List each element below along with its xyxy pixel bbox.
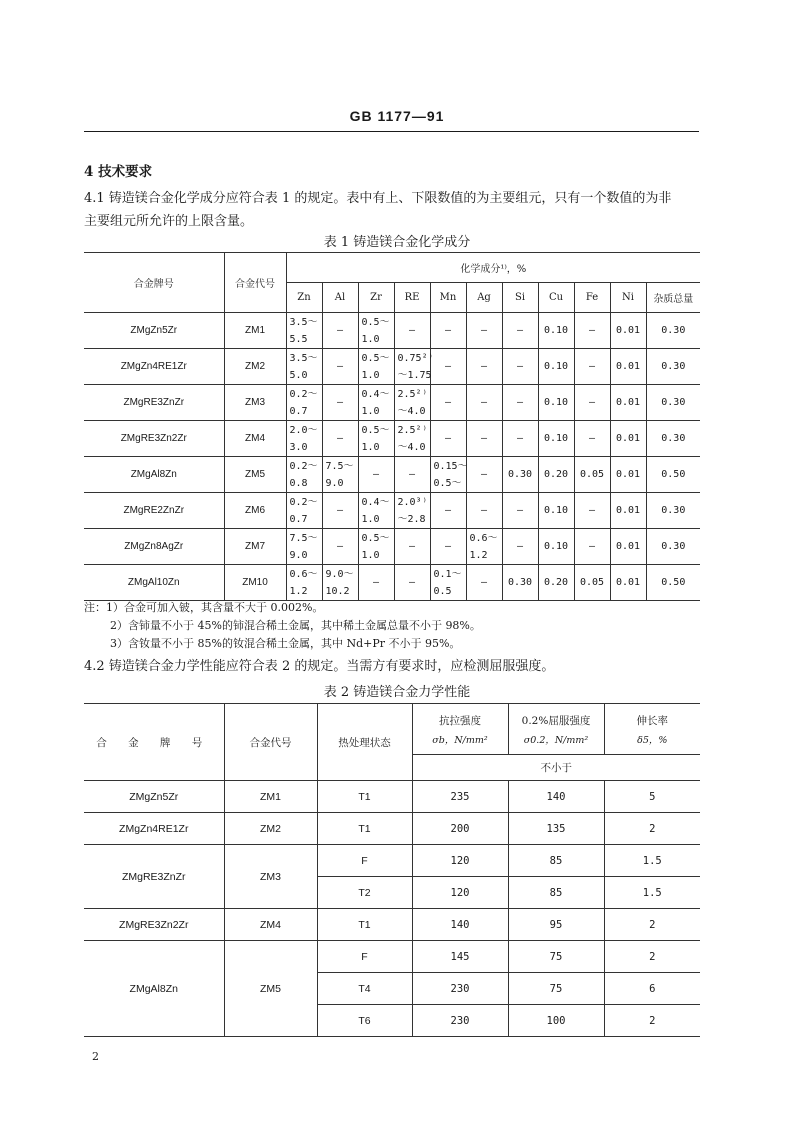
range-lower: 2.0³⁾ xyxy=(397,496,428,508)
composition-range xyxy=(430,565,466,601)
table-row xyxy=(84,781,700,813)
range-upper: 0.5～ xyxy=(433,477,462,489)
composition-range xyxy=(358,385,394,421)
composition-value: 0.30 xyxy=(502,565,538,601)
heat-treatment: T1 xyxy=(317,813,412,845)
composition-value: — xyxy=(502,421,538,457)
tensile-strength: 230 xyxy=(412,973,508,1005)
composition-value: — xyxy=(466,565,502,601)
table-row xyxy=(84,813,700,845)
alloy-code: ZM6 xyxy=(224,493,286,529)
range-upper: ～4.0 xyxy=(397,405,426,417)
composition-value: — xyxy=(358,457,394,493)
paragraph-line: 主要组元所允许的上限含量。 xyxy=(84,214,254,229)
composition-range xyxy=(358,493,394,529)
composition-value: — xyxy=(466,385,502,421)
range-lower: 7.5～ xyxy=(325,460,354,472)
alloy-code: ZM2 xyxy=(224,349,286,385)
composition-value: 0.30 xyxy=(646,385,700,421)
header-grade-label: 合 金 牌 号 xyxy=(96,736,212,749)
yield-strength: 95 xyxy=(508,909,604,941)
yield-strength: 140 xyxy=(508,781,604,813)
alloy-grade: ZMgZn5Zr xyxy=(84,313,224,349)
range-upper: 0.8 xyxy=(289,477,308,489)
composition-value: 0.01 xyxy=(610,493,646,529)
alloy-code: ZM1 xyxy=(224,313,286,349)
composition-value: 0.01 xyxy=(610,421,646,457)
elongation: 2 xyxy=(604,941,700,973)
range-lower: 0.4～ xyxy=(361,496,390,508)
table-row xyxy=(84,313,700,349)
composition-value: — xyxy=(322,313,358,349)
header-element: Si xyxy=(502,283,538,313)
range-upper: 1.0 xyxy=(361,513,380,525)
composition-value: — xyxy=(574,349,610,385)
chemical-composition-table xyxy=(84,252,700,601)
table-row xyxy=(84,457,700,493)
note-1: 注：1）合金可加入铍，其含量不大于 0.002%。 xyxy=(84,601,324,614)
composition-value: 0.05 xyxy=(574,565,610,601)
tensile-strength: 235 xyxy=(412,781,508,813)
composition-value: — xyxy=(322,493,358,529)
alloy-grade: ZMgAl8Zn xyxy=(84,457,224,493)
composition-value: 0.01 xyxy=(610,457,646,493)
range-upper: 9.0 xyxy=(325,477,344,489)
range-lower: 0.5～ xyxy=(361,316,390,328)
header-element: RE xyxy=(394,283,430,313)
composition-range xyxy=(286,565,322,601)
alloy-code: ZM3 xyxy=(224,845,317,909)
header-elong-label: 伸长率 xyxy=(636,714,668,727)
composition-value: 0.10 xyxy=(538,349,574,385)
alloy-code: ZM3 xyxy=(224,385,286,421)
range-upper: 1.0 xyxy=(361,369,380,381)
composition-range xyxy=(322,457,358,493)
paragraph-4-1 xyxy=(84,187,700,233)
composition-value: — xyxy=(502,313,538,349)
header-elong xyxy=(604,704,700,755)
composition-range xyxy=(394,349,434,385)
yield-strength: 100 xyxy=(508,1005,604,1037)
composition-range xyxy=(322,565,358,601)
composition-range xyxy=(286,349,322,385)
composition-value: — xyxy=(394,313,430,349)
tensile-strength: 230 xyxy=(412,1005,508,1037)
range-lower: 0.2～ xyxy=(289,496,318,508)
note-3: 3）含钕量不小于 85%的钕混合稀土金属，其中 Nd+Pr 不小于 95%。 xyxy=(110,637,461,650)
composition-range xyxy=(358,349,394,385)
composition-value: — xyxy=(430,349,466,385)
yield-strength: 85 xyxy=(508,845,604,877)
alloy-grade: ZMgRE3Zn2Zr xyxy=(84,421,224,457)
range-upper: 1.2 xyxy=(469,549,488,561)
yield-strength: 75 xyxy=(508,941,604,973)
composition-value: 0.10 xyxy=(538,493,574,529)
range-upper: 3.0 xyxy=(289,441,308,453)
composition-value: 0.01 xyxy=(610,565,646,601)
alloy-code: ZM5 xyxy=(224,457,286,493)
yield-strength: 85 xyxy=(508,877,604,909)
composition-value: — xyxy=(322,385,358,421)
range-upper: 1.0 xyxy=(361,405,380,417)
header-yield-label: 0.2%屈服强度 xyxy=(521,714,591,727)
header-yield xyxy=(508,704,604,755)
elongation: 2 xyxy=(604,813,700,845)
table-row xyxy=(84,845,700,877)
composition-value: — xyxy=(322,421,358,457)
composition-range xyxy=(286,529,322,565)
heat-treatment: F xyxy=(317,845,412,877)
composition-value: — xyxy=(502,493,538,529)
composition-value: — xyxy=(574,493,610,529)
paragraph-4-2: 4.2 铸造镁合金力学性能应符合表 2 的规定。当需方有要求时，应检测屈服强度。 xyxy=(84,659,555,674)
composition-value: 0.20 xyxy=(538,457,574,493)
alloy-grade: ZMgZn8AgZr xyxy=(84,529,224,565)
header-element: Fe xyxy=(574,283,610,313)
table-row xyxy=(84,529,700,565)
range-upper: 0.7 xyxy=(289,513,308,525)
table2-caption: 表 2 铸造镁合金力学性能 xyxy=(323,685,471,700)
range-lower: 0.4～ xyxy=(361,388,390,400)
composition-value: — xyxy=(574,313,610,349)
paragraph-line: 4.1 铸造镁合金化学成分应符合表 1 的规定。表中有上、下限数值的为主要组元，只有一个数值的为非 xyxy=(84,191,672,206)
composition-value: — xyxy=(574,385,610,421)
range-lower: 9.0～ xyxy=(325,568,354,580)
table1-notes xyxy=(84,599,481,653)
composition-range xyxy=(286,493,322,529)
header-element: Ni xyxy=(610,283,646,313)
table-row xyxy=(84,909,700,941)
composition-range xyxy=(286,313,322,349)
composition-value: 0.30 xyxy=(646,421,700,457)
composition-value: 0.01 xyxy=(610,349,646,385)
composition-value: — xyxy=(322,529,358,565)
composition-value: — xyxy=(430,313,466,349)
range-upper: 0.7 xyxy=(289,405,308,417)
table-row xyxy=(84,565,700,601)
composition-value: — xyxy=(394,457,430,493)
header-rule xyxy=(84,131,699,132)
composition-value: 0.50 xyxy=(646,565,700,601)
range-upper: 5.5 xyxy=(289,333,308,345)
table-row xyxy=(84,941,700,973)
composition-range xyxy=(286,457,322,493)
range-upper: 1.0 xyxy=(361,441,380,453)
range-upper: 1.0 xyxy=(361,333,380,345)
composition-value: — xyxy=(322,349,358,385)
composition-range xyxy=(358,313,394,349)
header-code: 合金代号 xyxy=(224,704,317,781)
alloy-grade: ZMgAl8Zn xyxy=(84,941,224,1037)
header-tensile-label: 抗拉强度 xyxy=(439,714,481,727)
header-heat: 热处理状态 xyxy=(317,704,412,781)
table-row xyxy=(84,385,700,421)
range-lower: 0.5～ xyxy=(361,352,390,364)
range-lower: 0.6～ xyxy=(469,532,498,544)
composition-value: 0.30 xyxy=(646,349,700,385)
composition-value: — xyxy=(574,421,610,457)
range-lower: 0.75²⁾ xyxy=(397,352,434,364)
composition-value: — xyxy=(466,493,502,529)
header-element: Ag xyxy=(466,283,502,313)
range-lower: 2.5²⁾ xyxy=(397,388,428,400)
alloy-code: ZM10 xyxy=(224,565,286,601)
composition-value: 0.01 xyxy=(610,529,646,565)
range-lower: 0.1～ xyxy=(433,568,462,580)
elongation: 1.5 xyxy=(604,877,700,909)
composition-value: — xyxy=(502,529,538,565)
composition-value: — xyxy=(466,349,502,385)
table1-caption: 表 1 铸造镁合金化学成分 xyxy=(323,235,471,250)
composition-value: — xyxy=(430,493,466,529)
header-element: Zr xyxy=(358,283,394,313)
alloy-grade: ZMgZn5Zr xyxy=(84,781,224,813)
composition-value: — xyxy=(358,565,394,601)
composition-value: 0.10 xyxy=(538,313,574,349)
heat-treatment: T2 xyxy=(317,877,412,909)
table-row xyxy=(84,421,700,457)
table-row xyxy=(84,493,700,529)
alloy-code: ZM4 xyxy=(224,909,317,941)
tensile-strength: 120 xyxy=(412,877,508,909)
heat-treatment: T6 xyxy=(317,1005,412,1037)
composition-range xyxy=(394,421,430,457)
composition-value: — xyxy=(430,385,466,421)
header-tensile-unit: σb，N/mm² xyxy=(432,734,488,746)
alloy-grade: ZMgZn4RE1Zr xyxy=(84,349,224,385)
composition-range xyxy=(358,529,394,565)
heat-treatment: F xyxy=(317,941,412,973)
composition-value: 0.50 xyxy=(646,457,700,493)
range-lower: 0.5～ xyxy=(361,424,390,436)
composition-value: — xyxy=(466,313,502,349)
composition-value: 0.01 xyxy=(610,385,646,421)
range-lower: 3.5～ xyxy=(289,316,318,328)
composition-value: 0.30 xyxy=(646,493,700,529)
header-min: 不小于 xyxy=(412,755,700,781)
composition-range xyxy=(466,529,502,565)
composition-range xyxy=(358,421,394,457)
tensile-strength: 120 xyxy=(412,845,508,877)
range-lower: 7.5～ xyxy=(289,532,318,544)
composition-value: 0.30 xyxy=(502,457,538,493)
elongation: 2 xyxy=(604,1005,700,1037)
range-upper: 9.0 xyxy=(289,549,308,561)
alloy-grade: ZMgZn4RE1Zr xyxy=(84,813,224,845)
range-lower: 3.5～ xyxy=(289,352,318,364)
composition-value: 0.05 xyxy=(574,457,610,493)
section-heading: 4 技术要求 xyxy=(84,164,153,180)
header-element: Zn xyxy=(286,283,322,313)
range-upper: ～1.75 xyxy=(397,369,432,381)
range-lower: 0.15～ xyxy=(433,460,468,472)
composition-value: 0.30 xyxy=(646,529,700,565)
header-element: Cu xyxy=(538,283,574,313)
alloy-grade: ZMgRE3ZnZr xyxy=(84,385,224,421)
header-elong-unit: δ5，% xyxy=(637,734,668,746)
range-lower: 0.5～ xyxy=(361,532,390,544)
composition-value: — xyxy=(430,529,466,565)
document-header: GB 1177—91 xyxy=(349,108,445,124)
heat-treatment: T1 xyxy=(317,781,412,813)
composition-value: 0.10 xyxy=(538,421,574,457)
heat-treatment: T4 xyxy=(317,973,412,1005)
note-2: 2）含铈量不小于 45%的铈混合稀土金属，其中稀土金属总量不小于 98%。 xyxy=(110,619,481,632)
composition-value: — xyxy=(502,349,538,385)
composition-value: — xyxy=(394,529,430,565)
composition-value: — xyxy=(502,385,538,421)
alloy-grade: ZMgRE2ZnZr xyxy=(84,493,224,529)
mechanical-properties-table xyxy=(84,703,700,1037)
composition-range xyxy=(394,385,430,421)
alloy-grade: ZMgAl10Zn xyxy=(84,565,224,601)
composition-value: 0.10 xyxy=(538,385,574,421)
composition-value: 0.10 xyxy=(538,529,574,565)
yield-strength: 135 xyxy=(508,813,604,845)
composition-value: 0.20 xyxy=(538,565,574,601)
composition-range xyxy=(286,385,322,421)
composition-value: 0.01 xyxy=(610,313,646,349)
range-upper: 10.2 xyxy=(325,585,350,597)
alloy-code: ZM2 xyxy=(224,813,317,845)
yield-strength: 75 xyxy=(508,973,604,1005)
alloy-code: ZM7 xyxy=(224,529,286,565)
elongation: 1.5 xyxy=(604,845,700,877)
heat-treatment: T1 xyxy=(317,909,412,941)
range-lower: 2.0～ xyxy=(289,424,318,436)
elongation: 2 xyxy=(604,909,700,941)
range-upper: 5.0 xyxy=(289,369,308,381)
range-lower: 2.5²⁾ xyxy=(397,424,428,436)
header-element: Mn xyxy=(430,283,466,313)
composition-range xyxy=(286,421,322,457)
alloy-grade: ZMgRE3ZnZr xyxy=(84,845,224,909)
alloy-grade: ZMgRE3Zn2Zr xyxy=(84,909,224,941)
composition-value: — xyxy=(394,565,430,601)
range-upper: 1.2 xyxy=(289,585,308,597)
range-upper: ～4.0 xyxy=(397,441,426,453)
alloy-code: ZM5 xyxy=(224,941,317,1037)
header-yield-unit: σ0.2，N/mm² xyxy=(523,734,589,746)
composition-value: — xyxy=(466,421,502,457)
tensile-strength: 140 xyxy=(412,909,508,941)
composition-value: — xyxy=(574,529,610,565)
header-element: Al xyxy=(322,283,358,313)
elongation: 5 xyxy=(604,781,700,813)
header-tensile xyxy=(412,704,508,755)
header-grade xyxy=(84,704,224,781)
composition-value: 0.30 xyxy=(646,313,700,349)
range-lower: 0.6～ xyxy=(289,568,318,580)
range-lower: 0.2～ xyxy=(289,460,318,472)
header-element: 杂质总量 xyxy=(646,283,700,313)
alloy-code: ZM4 xyxy=(224,421,286,457)
header-grade: 合金牌号 xyxy=(84,253,224,313)
alloy-code: ZM1 xyxy=(224,781,317,813)
range-upper: 0.5 xyxy=(433,585,452,597)
page-number: 2 xyxy=(92,1050,99,1063)
header-code: 合金代号 xyxy=(224,253,286,313)
composition-value: — xyxy=(430,421,466,457)
tensile-strength: 145 xyxy=(412,941,508,973)
range-lower: 0.2～ xyxy=(289,388,318,400)
composition-range xyxy=(394,493,430,529)
tensile-strength: 200 xyxy=(412,813,508,845)
elongation: 6 xyxy=(604,973,700,1005)
composition-range xyxy=(430,457,466,493)
range-upper: ～2.8 xyxy=(397,513,426,525)
table-row xyxy=(84,349,700,385)
range-upper: 1.0 xyxy=(361,549,380,561)
composition-value: — xyxy=(466,457,502,493)
header-chem: 化学成分¹⁾，% xyxy=(286,253,700,283)
